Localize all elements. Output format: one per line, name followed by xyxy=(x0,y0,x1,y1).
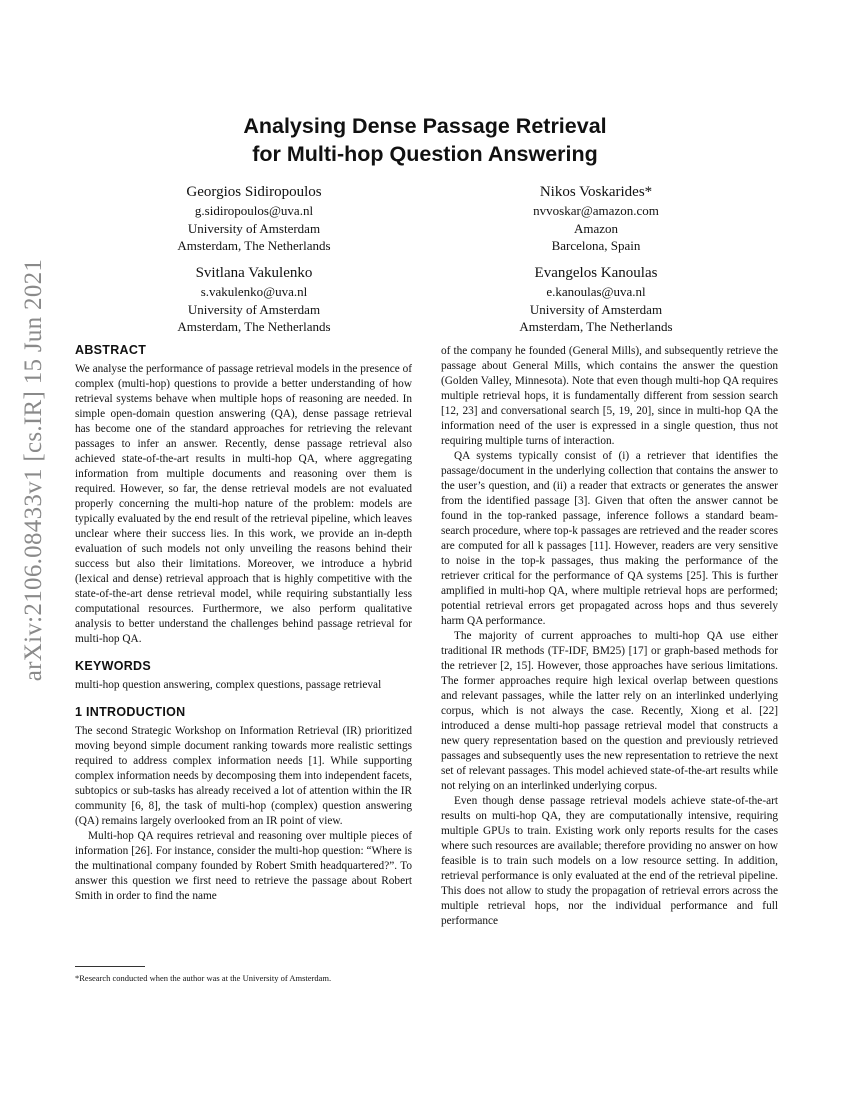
author-block-2 xyxy=(466,183,726,255)
introduction-paragraph: The second Strategic Workshop on Information Retrieval (IR) prioritized moving beyond simple document ranking towards more realistic settings required to address complex information needs [1]. While supporting complex information needs by decomposing them into independent facets, subtopics or sub-tasks has already received a lot of attention within the IR community [6, 8], the task of multi-hop (complex) question answering (QA) remains largely overlooked from an IR point of view. xyxy=(75,725,412,827)
body-paragraph: Even though dense passage retrieval models achieve state-of-the-art results on multi-hop QA, they are computationally intensive, requiring multiple GPUs to train. Existing work only reports results for the cases where such resources are available; therefore providing no answer on how feasible is to train such models on a low resource setting. In addition, retrieval performance is only evaluated at the end of the retrieval pipeline. This does not allow to study the propagation of retrieval errors across the multiple retrieval hops, nor the individual performance and full performance xyxy=(441,795,778,927)
body-paragraph: of the company he founded (General Mills), and subsequently retrieve the passage about General Mills, which contains the answer the question (Golden Valley, Minnesota). Note that even though multi-hop QA requires multiple retrieval hops, it is fundamentally different from session search [12, 23] and conversational search [5, 19, 20], since in multi-hop QA the information need of the user is expressed in a single question, thus not requiring multiple turns of interaction. xyxy=(441,345,778,447)
body-paragraph: The majority of current approaches to multi-hop QA use either traditional IR methods (TF-IDF, BM25) [17] or graph-based methods for the retriever [2, 15]. However, those approaches have serious limitations. The former approaches require high lexical overlap between questions and relevant passages, while the latter rely on an interlinked underlying corpus, which is not always the case. Recently, Xiong et al. [22] introduced a dense multi-hop passage retrieval model that constructs a new query representation based on the question and previously retrieved passages and subsequently uses the new representation to retrieve the next set of relevant passages. This model achieved state-of-the-art results while not relying on an interlinked underlying corpus. xyxy=(441,630,778,792)
author-location: Amsterdam, The Netherlands xyxy=(177,319,331,334)
author-name: Svitlana Vakulenko xyxy=(195,265,313,281)
right-column xyxy=(441,344,778,929)
author-affiliation: University of Amsterdam xyxy=(187,301,321,317)
paper-title-line-1: Analysing Dense Passage Retrieval xyxy=(243,114,607,138)
author-location: Amsterdam, The Netherlands xyxy=(177,238,331,253)
author-name: Georgios Sidiropoulos xyxy=(186,184,322,200)
author-affiliation: Amazon xyxy=(573,220,619,236)
author-name: Nikos Voskarides* xyxy=(539,184,653,200)
author-block-1 xyxy=(124,183,384,255)
author-email: nvvoskar@amazon.com xyxy=(533,203,659,218)
author-name: Evangelos Kanoulas xyxy=(534,265,658,281)
paper-title xyxy=(0,112,850,168)
body-paragraph: QA systems typically consist of (i) a retriever that identifies the passage/document in the underlying collection that contains the answer to the user’s question, and (ii) a reader that extracts or generates the answer from the identified passage [3]. Given that often the answer cannot be found in the top-ranked passage, inference follows a standard beam-search procedure, where top-k passages are retrieved and the reader scores are computed for all k passages [11]. However, readers are very sensitive to noise in the top-k passages, thus making the performance of the retriever critical for the performance of QA systems [25]. This is further amplified in multi-hop QA, where multiple retrieval hops are performed; potential retrieval errors get propagated across hops and thus severely harm QA performance. xyxy=(441,450,778,627)
author-block-4 xyxy=(466,264,726,336)
author-block-3 xyxy=(124,264,384,336)
author-email: s.vakulenko@uva.nl xyxy=(200,284,308,299)
author-location: Amsterdam, The Netherlands xyxy=(519,319,673,334)
author-email: e.kanoulas@uva.nl xyxy=(546,284,646,299)
keywords-heading: KEYWORDS xyxy=(75,659,152,673)
author-location: Barcelona, Spain xyxy=(551,238,641,253)
abstract-text: We analyse the performance of passage retrieval models in the presence of complex (multi-hop) questions to provide a better understanding of how retrieval systems behave when multiple hops of reasoning are needed. In simple open-domain question answering (QA), dense passage retrieval has become one of the standard approaches for retrieving the relevant passages to infer an answer. Recently, dense passage retrieval also achieved state-of-the-art results in multi-hop QA, where aggregating information from multiple documents and reasoning over them is required. However, so far, the dense retrieval models are not evaluated properly concerning the multi-hop nature of the problem: models are typically evaluated by the end result of the retrieval pipeline, which leaves unclear where their success lies. In this work, we provide an in-depth evaluation of such models not only unveiling the reasons behind their success but also their limitations. Moreover, we introduce a hybrid (lexical and dense) retrieval approach that is highly competitive with the state-of-the-art dense retrieval model, while requiring substantially less computational resources. Furthermore, we also perform qualitative analysis to better understand the challenges behind passage retrieval for multi-hop QA. xyxy=(75,363,412,645)
abstract-heading: ABSTRACT xyxy=(75,343,147,357)
footnote-divider xyxy=(75,966,145,967)
footnote: *Research conducted when the author was at the University of Amsterdam. xyxy=(75,973,332,983)
introduction-heading: 1 INTRODUCTION xyxy=(75,705,186,719)
arxiv-identifier-text: arXiv:2106.08433v1 [cs.IR] 15 Jun 2021 xyxy=(20,258,47,682)
introduction-paragraph: Multi-hop QA requires retrieval and reasoning over multiple pieces of information [26]. For instance, consider the multi-hop question: “Where is the multinational company founded by Robert Smith headquartered?”. To answer this question we first need to retrieve the passage about Robert Smith in order to find the name xyxy=(75,830,412,902)
author-affiliation: University of Amsterdam xyxy=(529,301,663,317)
introduction-section xyxy=(75,705,412,904)
left-column xyxy=(75,343,412,904)
author-email: g.sidiropoulos@uva.nl xyxy=(194,203,314,218)
keywords-text: multi-hop question answering, complex questions, passage retrieval xyxy=(75,679,382,691)
keywords-section xyxy=(75,659,412,693)
arxiv-identifier xyxy=(12,250,56,690)
author-affiliation: University of Amsterdam xyxy=(187,220,321,236)
paper-title-line-2: for Multi-hop Question Answering xyxy=(252,142,598,166)
